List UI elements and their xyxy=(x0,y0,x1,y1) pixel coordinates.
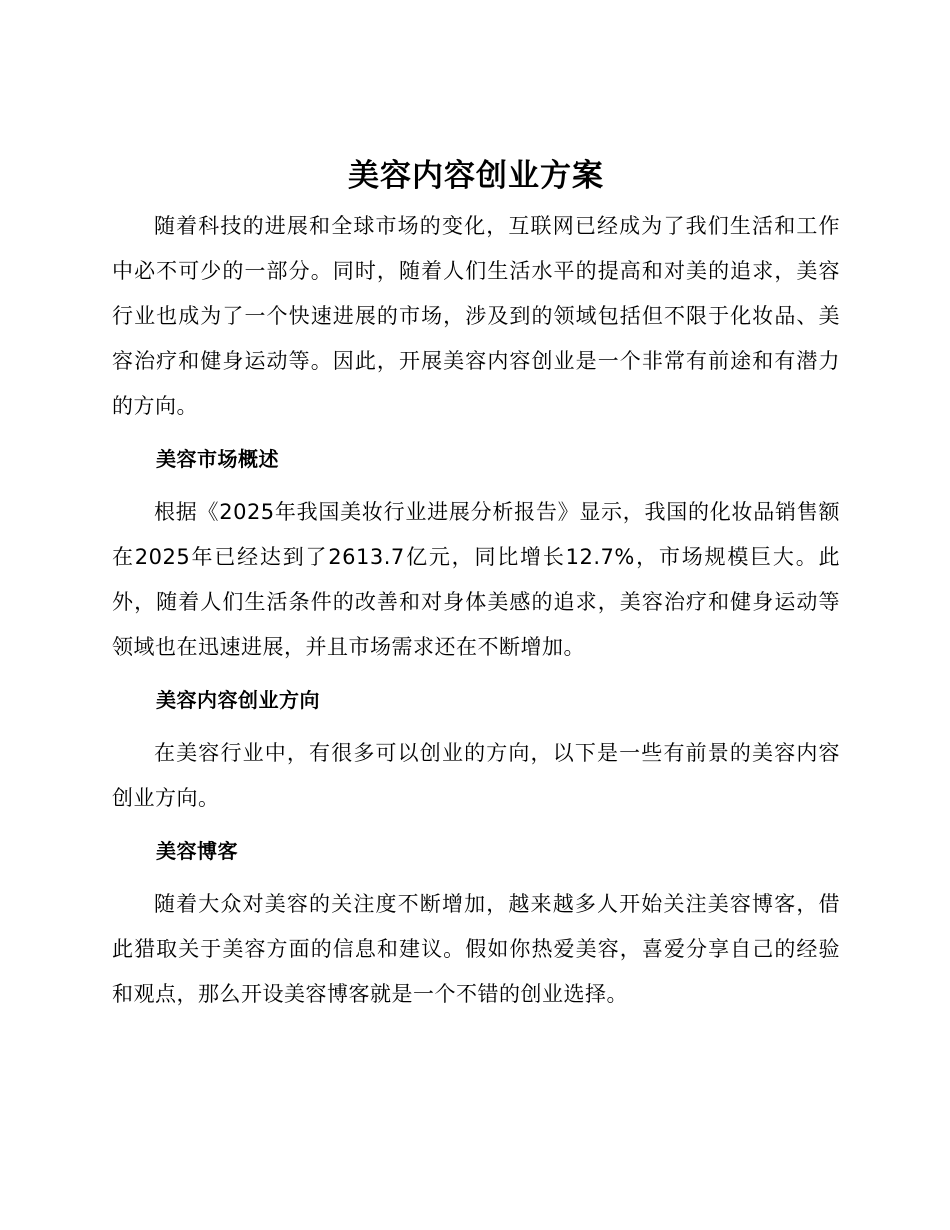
intro-paragraph: 随着科技的进展和全球市场的变化，互联网已经成为了我们生活和工作中必不可少的一部分。同时，随着人们生活水平的提高和对美的追求，美容行业也成为了一个快速进展的市场，涉及到的领域包括但不限于化妆品、美容治疗和健身运动等。因此，开展美容内容创业是一个非常有前途和有潜力的方向。 xyxy=(112,214,840,418)
section-heading-market-overview: 美容市场概述 xyxy=(156,447,279,471)
spacer xyxy=(112,670,840,678)
beauty-blog-paragraph: 随着大众对美容的关注度不断增加，越来越多人开始关注美容博客，借此猎取关于美容方面的信息和建议。假如你热爱美容，喜爱分享自己的经验和观点，那么开设美容博客就是一个不错的创业选择。 xyxy=(112,892,840,1006)
document-title: 美容内容创业方案 xyxy=(348,158,604,194)
spacer xyxy=(112,429,840,437)
section-heading-beauty-blog: 美容博客 xyxy=(156,839,238,863)
spacer xyxy=(112,723,840,731)
spacer xyxy=(112,482,840,490)
document-page xyxy=(112,148,840,1017)
spacer xyxy=(112,874,840,882)
directions-paragraph: 在美容行业中，有很多可以创业的方向，以下是一些有前景的美容内容创业方向。 xyxy=(112,741,840,810)
market-overview-paragraph: 根据《2025年我国美妆行业进展分析报告》显示，我国的化妆品销售额在2025年已经达到了2613.7亿元，同比增长12.7%，市场规模巨大。此外，随着人们生活条件的改善和对身体美感的追求，美容治疗和健身运动等领域也在迅速进展，并且市场需求还在不断增加。 xyxy=(112,500,840,659)
section-heading-directions: 美容内容创业方向 xyxy=(156,688,320,712)
spacer xyxy=(112,821,840,829)
